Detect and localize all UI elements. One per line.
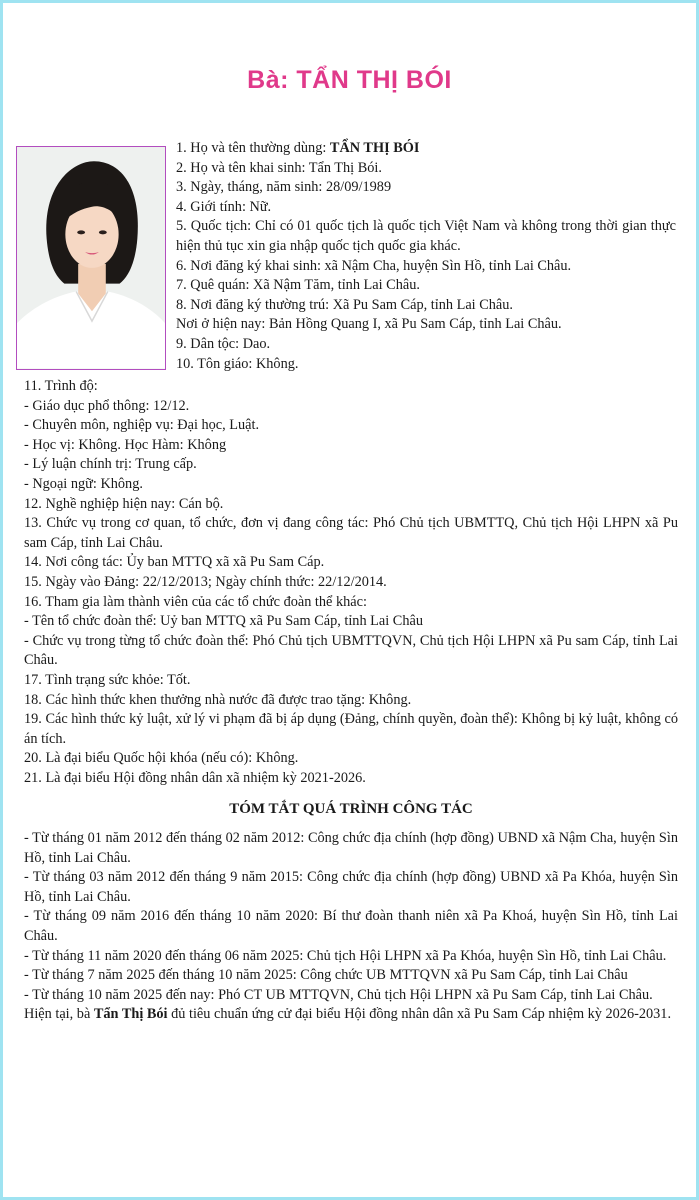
conclusion-name: Tẩn Thị Bói (93, 1006, 168, 1023)
conclusion-paragraph (24, 1005, 678, 1025)
workplace-line: 14. Nơi công tác: Ủy ban MTTQ xã xã Pu Sam Cáp. (24, 554, 325, 571)
portrait-photo (16, 146, 166, 370)
portrait-image (17, 147, 165, 369)
ethnicity-line: 9. Dân tộc: Dao. (176, 335, 271, 352)
specialty-line: - Chuyên môn, nghiệp vụ: Đại học, Luật. (24, 417, 260, 434)
common-name-label: 1. Họ và tên thường dùng: (176, 140, 330, 156)
birth-name-line: 2. Họ và tên khai sinh: Tẩn Thị Bói. (176, 159, 382, 176)
details-section (24, 377, 678, 1025)
conclusion-prefix: Hiện tại, bà (24, 1006, 94, 1023)
national-assembly-line: 20. Là đại biểu Quốc hội khóa (nếu có): Không. (24, 750, 299, 767)
education-line: - Giáo dục phổ thông: 12/12. (24, 397, 190, 414)
personal-info (176, 139, 676, 374)
birth-date-line: 3. Ngày, tháng, năm sinh: 28/09/1989 (176, 179, 392, 196)
birth-registration-line: 6. Nơi đăng ký khai sinh: xã Nậm Cha, huyện Sìn Hồ, tỉnh Lai Châu. (176, 257, 572, 274)
common-name-line (176, 139, 676, 159)
foreign-language-line: - Ngoại ngữ: Không. (24, 475, 143, 492)
hometown-line: 7. Quê quán: Xã Nậm Tăm, tỉnh Lai Châu. (176, 277, 420, 294)
career-entry: - Từ tháng 11 năm 2020 đến tháng 06 năm 2025: Chủ tịch Hội LHPN xã Pa Khóa, huyện Sìn Hồ, tỉnh Lai Châu. (24, 947, 667, 964)
permanent-residence-line: 8. Nơi đăng ký thường trú: Xã Pu Sam Cáp, tỉnh Lai Châu. (176, 296, 513, 313)
degree-line: - Học vị: Không. Học Hàm: Không (24, 436, 227, 453)
career-entry: - Từ tháng 10 năm 2025 đến nay: Phó CT UB MTTQVN, Chủ tịch Hội LHPN xã Pu Sam Cáp, tỉnh Lai Châu. (24, 986, 653, 1003)
organizations-heading: 16. Tham gia làm thành viên của các tổ chức đoàn thể khác: (24, 593, 367, 610)
party-date-line: 15. Ngày vào Đảng: 22/12/2013; Ngày chính thức: 22/12/2014. (24, 573, 387, 590)
council-delegate-line: 21. Là đại biểu Hội đồng nhân dân xã nhiệm kỳ 2021-2026. (24, 769, 366, 786)
organization-positions-line: - Chức vụ trong từng tổ chức đoàn thể: Phó Chủ tịch UBMTTQVN, Chủ tịch Hội LHPN xã Pu sam Cáp, tỉnh Lai Châu. (24, 632, 678, 669)
conclusion-suffix: đủ tiêu chuẩn ứng cử đại biểu Hội đồng nhân dân xã Pu Sam Cáp nhiệm kỳ 2026-2031. (167, 1006, 672, 1023)
career-entry: - Từ tháng 09 năm 2016 đến tháng 10 năm 2020: Bí thư đoàn thanh niên xã Pa Khoá, huyện Sìn Hồ, tỉnh Lai Châu. (24, 908, 678, 945)
health-line: 17. Tình trạng sức khỏe: Tốt. (24, 671, 191, 688)
occupation-line: 12. Nghề nghiệp hiện nay: Cán bộ. (24, 495, 224, 512)
career-heading: TÓM TẮT QUÁ TRÌNH CÔNG TÁC (229, 801, 473, 818)
qualification-heading: 11. Trình độ: (24, 378, 98, 394)
current-residence-line: Nơi ở hiện nay: Bản Hồng Quang I, xã Pu Sam Cáp, tỉnh Lai Châu. (176, 316, 562, 333)
career-entry: - Từ tháng 01 năm 2012 đến tháng 02 năm 2012: Công chức địa chính (hợp đồng) UBND xã Nậm Cha, huyện Sìn Hồ, tỉnh Lai Châu. (24, 830, 678, 866)
nationality-line: 5. Quốc tịch: Chỉ có 01 quốc tịch là quốc tịch Việt Nam và không trong thời gian thực hiện thủ tục xin gia nhập quốc tịch quốc gia khác. (176, 218, 676, 254)
position-line: 13. Chức vụ trong cơ quan, tổ chức, đơn vị đang công tác: Phó Chủ tịch UBMTTQ, Chủ tịch Hội LHPN xã Pu sam Cáp, tỉnh Lai Châu. (24, 515, 678, 551)
discipline-line: 19. Các hình thức kỷ luật, xử lý vi phạm đã bị áp dụng (Đảng, chính quyền, đoàn thể): Không bị kỷ luật, không có án tích. (24, 711, 678, 747)
religion-line: 10. Tôn giáo: Không. (176, 355, 299, 372)
candidate-title: Bà: TẨN THỊ BÓI (247, 66, 452, 94)
organization-name-line: - Tên tổ chức đoàn thể: Uỷ ban MTTQ xã Pu Sam Cáp, tỉnh Lai Châu (24, 613, 423, 630)
political-theory-line: - Lý luận chính trị: Trung cấp. (24, 456, 197, 473)
career-entry: - Từ tháng 03 năm 2012 đến tháng 9 năm 2015: Công chức địa chính (hợp đồng) UBND xã Pa Khóa, huyện Sìn Hồ, tỉnh Lai Châu. (24, 869, 678, 905)
gender-line: 4. Giới tính: Nữ. (176, 198, 272, 215)
awards-line: 18. Các hình thức khen thưởng nhà nước đã được trao tặng: Không. (24, 691, 412, 708)
career-entry: - Từ tháng 7 năm 2025 đến tháng 10 năm 2025: Công chức UB MTTQVN xã Pu Sam Cáp, tỉnh Lai Châu (24, 967, 628, 984)
common-name-value: TẨN THỊ BÓI (329, 140, 420, 156)
